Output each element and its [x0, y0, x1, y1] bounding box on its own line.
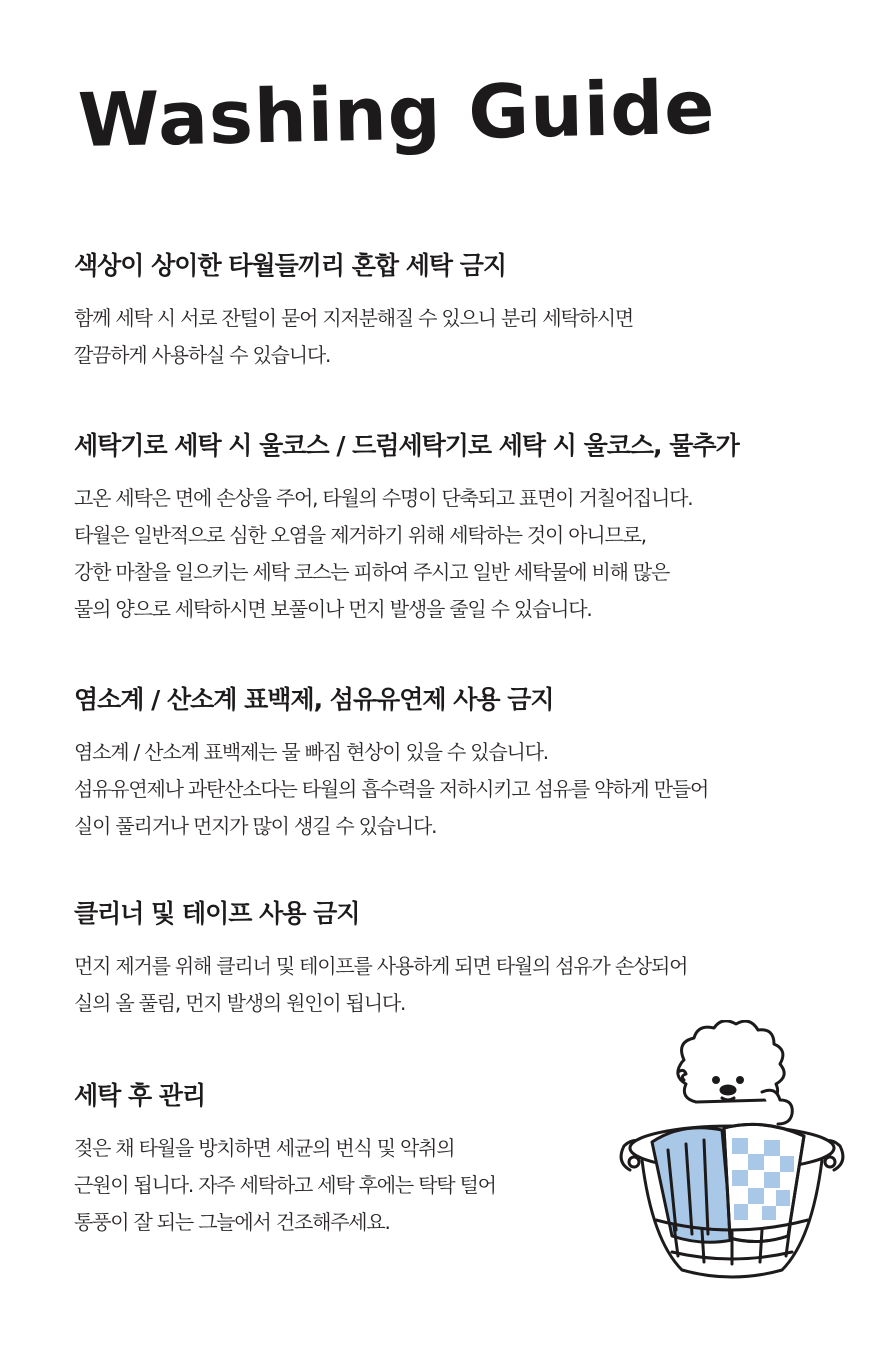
section-heading: 클리너 및 테이프 사용 금지 [74, 899, 360, 928]
body-line: 실의 올 풀림, 먼지 발생의 원인이 됩니다. [74, 991, 406, 1015]
section-heading: 세탁기로 세탁 시 울코스 / 드럼세탁기로 세탁 시 울코스, 물추가 [74, 431, 739, 460]
body-line: 깔끔하게 사용하실 수 있습니다. [74, 343, 331, 367]
section-body [74, 734, 814, 845]
body-line: 섬유유연제나 과탄산소다는 타월의 흡수력을 저하시키고 섬유를 약하게 만들어 [74, 777, 709, 801]
body-line: 통풍이 잘 되는 그늘에서 건조해주세요. [74, 1210, 390, 1234]
page-title: Washing Guide [77, 64, 717, 164]
body-line: 염소계 / 산소계 표백제는 물 빠짐 현상이 있을 수 있습니다. [74, 740, 548, 764]
body-line: 강한 마찰을 일으키는 세탁 코스는 피하여 주시고 일반 세탁물에 비해 많은 [74, 560, 670, 584]
section-heading: 세탁 후 관리 [74, 1081, 206, 1110]
body-line: 타월은 일반적으로 심한 오염을 제거하기 위해 세탁하는 것이 아니므로, [74, 523, 646, 547]
section-body [74, 300, 814, 374]
dog-in-laundry-basket-icon [612, 1020, 852, 1285]
body-line: 물의 양으로 세탁하시면 보풀이나 먼지 발생을 줄일 수 있습니다. [74, 597, 592, 621]
section-bleach-softener [74, 684, 814, 845]
body-line: 근원이 됩니다. 자주 세탁하고 세탁 후에는 탁탁 털어 [74, 1173, 496, 1197]
body-line: 고온 세탁은 면에 손상을 주어, 타월의 수명이 단축되고 표면이 거칠어집니다. [74, 486, 693, 510]
body-line: 실이 풀리거나 먼지가 많이 생길 수 있습니다. [74, 814, 437, 838]
body-line: 함께 세탁 시 서로 잔털이 묻어 지저분해질 수 있으니 분리 세탁하시면 [74, 306, 633, 330]
section-body [74, 480, 814, 628]
section-heading: 염소계 / 산소계 표백제, 섬유유연제 사용 금지 [74, 685, 554, 714]
section-body [74, 948, 814, 1022]
section-wool-course [74, 430, 814, 628]
section-cleaner-tape [74, 898, 814, 1022]
section-mixed-color-washing [74, 250, 814, 374]
body-line: 먼지 제거를 위해 클리너 및 테이프를 사용하게 되면 타월의 섬유가 손상되어 [74, 954, 688, 978]
body-line: 젖은 채 타월을 방치하면 세균의 번식 및 악취의 [74, 1136, 455, 1160]
section-heading: 색상이 상이한 타월들끼리 혼합 세탁 금지 [74, 251, 507, 280]
